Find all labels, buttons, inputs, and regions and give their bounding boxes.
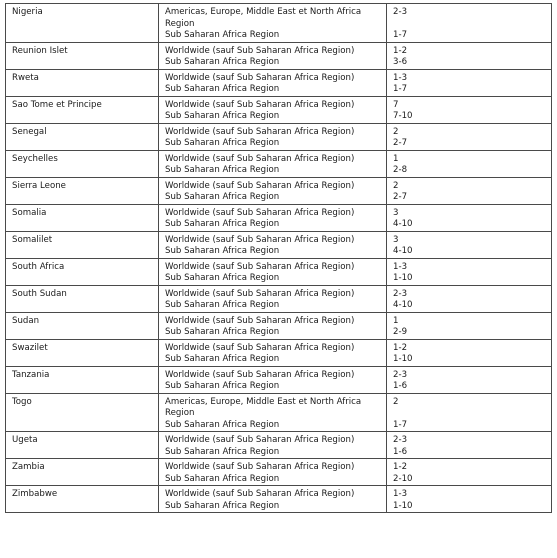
table-row (6, 204, 552, 231)
region-name: Sub Saharan Africa Region (165, 84, 280, 94)
delivery-days: 1-3 (393, 72, 408, 83)
country-cell (6, 258, 159, 285)
country-cell (6, 432, 159, 459)
region-name: Sub Saharan Africa Region (165, 500, 280, 511)
region-name: Worldwide (sauf Sub Saharan Africa Region) (165, 234, 355, 245)
region-cell (159, 69, 387, 96)
region-name: Sub Saharan Africa Region (165, 57, 280, 67)
table-row (6, 150, 552, 177)
delivery-days-cell (387, 285, 552, 312)
table-row (6, 231, 552, 258)
region-name: Sub Saharan Africa Region (165, 111, 280, 121)
region-name: Worldwide (sauf Sub Saharan Africa Region) (165, 126, 355, 137)
delivery-days: 2 (393, 396, 399, 407)
region-cell (159, 285, 387, 312)
region-name: Sub Saharan Africa Region (165, 473, 280, 484)
delivery-days: 2-8 (393, 165, 408, 175)
region-name: Americas, Europe, Middle East et North Africa Region (165, 7, 362, 29)
delivery-days: 1-3 (393, 489, 408, 499)
country-name: Reunion Islet (12, 45, 68, 56)
country-name: Senegal (12, 126, 47, 137)
delivery-days-cell (387, 258, 552, 285)
country-cell (6, 123, 159, 150)
delivery-days-cell (387, 96, 552, 123)
region-name: Sub Saharan Africa Region (165, 192, 280, 202)
region-name: Worldwide (sauf Sub Saharan Africa Region) (165, 489, 355, 499)
country-name: Somalia (12, 207, 47, 218)
delivery-days: 1-10 (393, 354, 413, 364)
delivery-days: 1-7 (393, 419, 408, 430)
country-cell (6, 150, 159, 177)
delivery-days: 3 (393, 234, 399, 245)
delivery-days-cell (387, 4, 552, 43)
region-cell (159, 42, 387, 69)
region-cell (159, 4, 387, 43)
country-cell (6, 204, 159, 231)
delivery-days-cell (387, 150, 552, 177)
region-cell (159, 96, 387, 123)
table-row (6, 123, 552, 150)
table-row (6, 4, 552, 43)
delivery-days: 1-2 (393, 342, 408, 353)
country-name: Sudan (12, 315, 40, 326)
region-name: Worldwide (sauf Sub Saharan Africa Region) (165, 369, 355, 380)
table-row (6, 258, 552, 285)
region-name: Worldwide (sauf Sub Saharan Africa Region) (165, 435, 355, 445)
delivery-days: 1-3 (393, 261, 408, 272)
delivery-days: 1-7 (393, 84, 408, 94)
table-row (6, 42, 552, 69)
delivery-days: 2-3 (393, 288, 408, 299)
delivery-days: 2 (393, 126, 399, 137)
region-cell (159, 393, 387, 432)
delivery-days-cell (387, 177, 552, 204)
region-name: Worldwide (sauf Sub Saharan Africa Region) (165, 180, 355, 191)
table-body (6, 4, 552, 513)
region-name: Worldwide (sauf Sub Saharan Africa Region) (165, 72, 355, 83)
delivery-days: 2-3 (393, 7, 408, 17)
table-row (6, 177, 552, 204)
table-row (6, 339, 552, 366)
delivery-days-cell (387, 69, 552, 96)
country-cell (6, 486, 159, 513)
delivery-days-cell (387, 459, 552, 486)
region-cell (159, 459, 387, 486)
country-cell (6, 393, 159, 432)
table-row (6, 312, 552, 339)
region-cell (159, 432, 387, 459)
country-name: Zimbabwe (12, 489, 58, 499)
table-row (6, 96, 552, 123)
delivery-days: 2-10 (393, 473, 413, 484)
region-cell (159, 366, 387, 393)
delivery-days: 2 (393, 180, 399, 191)
delivery-days: 2-7 (393, 138, 408, 148)
region-name: Sub Saharan Africa Region (165, 419, 280, 430)
delivery-days: 2-9 (393, 327, 408, 337)
delivery-days: 7 (393, 99, 399, 110)
delivery-days: 2-7 (393, 192, 408, 202)
region-name: Worldwide (sauf Sub Saharan Africa Region) (165, 153, 355, 164)
table-row (6, 459, 552, 486)
region-cell (159, 339, 387, 366)
country-cell (6, 459, 159, 486)
country-cell (6, 42, 159, 69)
country-name: Nigeria (12, 7, 43, 17)
country-name: Tanzania (12, 369, 50, 380)
delivery-days: 1-6 (393, 446, 408, 457)
country-name: Ugeta (12, 435, 38, 445)
country-name: Swazilet (12, 342, 48, 353)
region-name: Worldwide (sauf Sub Saharan Africa Region) (165, 207, 355, 218)
delivery-days: 1-2 (393, 45, 408, 56)
country-cell (6, 312, 159, 339)
region-name: Americas, Europe, Middle East et North Africa Region (165, 396, 362, 418)
delivery-days: 4-10 (393, 300, 413, 310)
country-cell (6, 96, 159, 123)
delivery-days: 2-3 (393, 369, 408, 380)
delivery-days: 1-6 (393, 381, 408, 391)
delivery-days-cell (387, 42, 552, 69)
region-name: Worldwide (sauf Sub Saharan Africa Region) (165, 261, 355, 272)
table-row (6, 432, 552, 459)
country-cell (6, 366, 159, 393)
delivery-days (393, 408, 547, 420)
delivery-days-cell (387, 312, 552, 339)
region-cell (159, 231, 387, 258)
delivery-days: 1-2 (393, 462, 408, 472)
country-cell (6, 285, 159, 312)
region-name: Sub Saharan Africa Region (165, 219, 280, 229)
region-cell (159, 204, 387, 231)
region-name: Sub Saharan Africa Region (165, 354, 280, 364)
region-cell (159, 123, 387, 150)
delivery-days: 3 (393, 207, 399, 218)
region-name: Worldwide (sauf Sub Saharan Africa Region) (165, 45, 355, 56)
country-name: Sao Tome et Principe (12, 99, 102, 110)
delivery-days: 1-7 (393, 30, 408, 40)
region-name: Worldwide (sauf Sub Saharan Africa Region) (165, 342, 355, 353)
delivery-days: 4-10 (393, 246, 413, 256)
region-name: Worldwide (sauf Sub Saharan Africa Region) (165, 99, 355, 110)
region-cell (159, 486, 387, 513)
region-name: Sub Saharan Africa Region (165, 327, 280, 337)
region-name: Worldwide (sauf Sub Saharan Africa Region) (165, 288, 355, 299)
delivery-days: 1 (393, 153, 399, 164)
region-cell (159, 312, 387, 339)
delivery-days: 4-10 (393, 219, 413, 229)
delivery-days-cell (387, 231, 552, 258)
delivery-days-cell (387, 393, 552, 432)
region-name: Sub Saharan Africa Region (165, 381, 280, 391)
delivery-days-cell (387, 339, 552, 366)
country-cell (6, 339, 159, 366)
region-name: Sub Saharan Africa Region (165, 273, 280, 283)
delivery-days: 1 (393, 315, 399, 326)
delivery-days: 7-10 (393, 111, 413, 121)
country-name: Togo (12, 396, 32, 407)
country-name: Zambia (12, 462, 45, 472)
country-name: Seychelles (12, 153, 58, 164)
delivery-times-table (5, 3, 552, 513)
delivery-days-cell (387, 366, 552, 393)
table-row (6, 366, 552, 393)
delivery-days-cell (387, 123, 552, 150)
table-row (6, 285, 552, 312)
delivery-days-cell (387, 432, 552, 459)
region-name: Sub Saharan Africa Region (165, 30, 280, 40)
country-cell (6, 4, 159, 43)
table-row (6, 393, 552, 432)
country-name: Rweta (12, 72, 39, 83)
region-cell (159, 177, 387, 204)
country-cell (6, 231, 159, 258)
delivery-days: 3-6 (393, 57, 408, 67)
delivery-days: 1-10 (393, 273, 413, 283)
region-name: Sub Saharan Africa Region (165, 300, 280, 310)
country-cell (6, 69, 159, 96)
country-name: Somalilet (12, 234, 53, 245)
country-name: South Sudan (12, 288, 67, 299)
region-name: Worldwide (sauf Sub Saharan Africa Region) (165, 315, 355, 326)
table-row (6, 486, 552, 513)
delivery-days: 2-3 (393, 435, 408, 445)
delivery-days (393, 19, 547, 31)
country-name: South Africa (12, 261, 65, 272)
region-name: Sub Saharan Africa Region (165, 446, 280, 457)
region-name: Sub Saharan Africa Region (165, 165, 280, 175)
table-row (6, 69, 552, 96)
region-cell (159, 258, 387, 285)
delivery-days: 1-10 (393, 500, 413, 511)
delivery-days-cell (387, 204, 552, 231)
country-cell (6, 177, 159, 204)
region-name: Sub Saharan Africa Region (165, 138, 280, 148)
region-cell (159, 150, 387, 177)
region-name: Worldwide (sauf Sub Saharan Africa Region) (165, 462, 355, 472)
delivery-days-cell (387, 486, 552, 513)
country-name: Sierra Leone (12, 180, 66, 191)
region-name: Sub Saharan Africa Region (165, 246, 280, 256)
